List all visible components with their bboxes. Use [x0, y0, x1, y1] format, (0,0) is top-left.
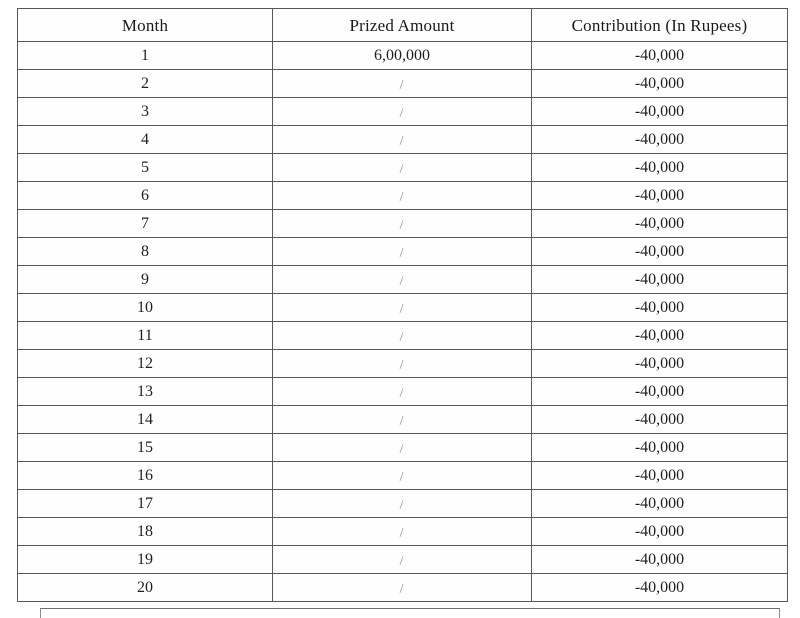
- ditto-mark-icon: ⁄: [398, 470, 405, 483]
- cell-month-value: 3: [141, 102, 149, 120]
- column-header-month-label: Month: [121, 15, 169, 35]
- table-row: [18, 490, 788, 518]
- cell-month: [18, 294, 273, 322]
- cell-contribution: [532, 490, 788, 518]
- cell-contribution-value: -40,000: [634, 214, 685, 232]
- ditto-mark-icon: ⁄: [398, 106, 405, 119]
- cell-month: [18, 350, 273, 378]
- cell-month: [18, 490, 273, 518]
- cell-contribution-value: -40,000: [634, 326, 685, 344]
- cell-contribution: [532, 406, 788, 434]
- cell-month: [18, 322, 273, 350]
- cell-prized-amount: [273, 462, 532, 490]
- cell-contribution-value: -40,000: [634, 578, 685, 596]
- ditto-mark-icon: ⁄: [398, 330, 405, 343]
- column-header-month: [18, 9, 273, 42]
- ditto-mark-icon: ⁄: [398, 134, 405, 147]
- cell-month: [18, 238, 273, 266]
- cell-contribution: [532, 518, 788, 546]
- cell-month-value: 18: [137, 522, 153, 540]
- cell-prized-amount: [273, 574, 532, 602]
- cell-month: [18, 434, 273, 462]
- cell-contribution: [532, 154, 788, 182]
- schedule-table: [17, 8, 788, 602]
- table-row: [18, 126, 788, 154]
- table-row: [18, 70, 788, 98]
- cell-month: [18, 70, 273, 98]
- table-row: [18, 98, 788, 126]
- cell-month-value: 1: [141, 46, 149, 64]
- cell-month-value: 12: [137, 354, 153, 372]
- cell-contribution-value: -40,000: [634, 522, 685, 540]
- cell-contribution: [532, 574, 788, 602]
- table-row: [18, 266, 788, 294]
- cell-month-value: 7: [141, 214, 149, 232]
- cell-contribution-value: -40,000: [634, 494, 685, 512]
- table-row: [18, 518, 788, 546]
- ditto-mark-icon: ⁄: [398, 526, 405, 539]
- table-row: [18, 574, 788, 602]
- cell-month: [18, 518, 273, 546]
- ditto-mark-icon: ⁄: [398, 162, 405, 175]
- cell-month-value: 4: [141, 130, 149, 148]
- cell-prized-amount: [273, 406, 532, 434]
- cell-contribution-value: -40,000: [634, 102, 685, 120]
- cell-month: [18, 406, 273, 434]
- cell-prized-amount: [273, 238, 532, 266]
- cell-prized-amount: [273, 182, 532, 210]
- ditto-mark-icon: ⁄: [398, 358, 405, 371]
- cell-month-value: 19: [137, 550, 153, 568]
- cell-prized-amount: [273, 154, 532, 182]
- cell-prized-amount: [273, 98, 532, 126]
- column-header-prized-amount: [273, 9, 532, 42]
- cell-contribution-value: -40,000: [634, 466, 685, 484]
- ditto-mark-icon: ⁄: [398, 218, 405, 231]
- cell-contribution: [532, 350, 788, 378]
- cell-prized-amount: [273, 490, 532, 518]
- cell-contribution-value: -40,000: [634, 158, 685, 176]
- cell-month-value: 8: [141, 242, 149, 260]
- cell-prized-amount: [273, 322, 532, 350]
- ditto-mark-icon: ⁄: [398, 190, 405, 203]
- cell-contribution: [532, 42, 788, 70]
- table-row: [18, 406, 788, 434]
- cell-month-value: 10: [137, 298, 153, 316]
- cell-contribution: [532, 462, 788, 490]
- cell-contribution-value: -40,000: [634, 410, 685, 428]
- cell-contribution: [532, 378, 788, 406]
- cell-month-value: 9: [141, 270, 149, 288]
- cell-prized-amount: [273, 434, 532, 462]
- column-header-prized-amount-label: Prized Amount: [349, 15, 455, 35]
- ditto-mark-icon: ⁄: [398, 498, 405, 511]
- cell-contribution-value: -40,000: [634, 354, 685, 372]
- cell-month-value: 16: [137, 466, 153, 484]
- cell-prized-amount: [273, 266, 532, 294]
- cell-month: [18, 126, 273, 154]
- table-row: [18, 294, 788, 322]
- table-row: [18, 322, 788, 350]
- cell-prized-amount: [273, 294, 532, 322]
- cell-contribution: [532, 322, 788, 350]
- cell-month: [18, 266, 273, 294]
- cell-month: [18, 182, 273, 210]
- cell-month-value: 13: [137, 382, 153, 400]
- cell-month-value: 14: [137, 410, 153, 428]
- next-table-top-edge: [40, 608, 780, 618]
- cell-prized-amount: [273, 378, 532, 406]
- cell-month: [18, 98, 273, 126]
- cell-contribution: [532, 238, 788, 266]
- table-row: [18, 42, 788, 70]
- column-header-contribution: [532, 9, 788, 42]
- cell-prized-amount: [273, 518, 532, 546]
- table-row: [18, 182, 788, 210]
- cell-month-value: 11: [137, 326, 153, 344]
- table-header: [18, 9, 788, 42]
- cell-prized-amount: [273, 546, 532, 574]
- cell-prized-amount: [273, 210, 532, 238]
- cell-month-value: 20: [137, 578, 153, 596]
- cell-contribution: [532, 546, 788, 574]
- column-header-contribution-label: Contribution (In Rupees): [571, 15, 748, 35]
- cell-contribution-value: -40,000: [634, 130, 685, 148]
- table-row: [18, 154, 788, 182]
- cell-prized-amount: [273, 126, 532, 154]
- cell-month-value: 15: [137, 438, 153, 456]
- cell-contribution: [532, 126, 788, 154]
- schedule-table-container: [17, 8, 787, 602]
- cell-contribution-value: -40,000: [634, 382, 685, 400]
- ditto-mark-icon: ⁄: [398, 442, 405, 455]
- table-row: [18, 462, 788, 490]
- cell-contribution: [532, 210, 788, 238]
- cell-month: [18, 154, 273, 182]
- ditto-mark-icon: ⁄: [398, 386, 405, 399]
- ditto-mark-icon: ⁄: [398, 246, 405, 259]
- cell-contribution: [532, 98, 788, 126]
- cell-contribution-value: -40,000: [634, 74, 685, 92]
- table-body: [18, 42, 788, 602]
- cell-month-value: 5: [141, 158, 149, 176]
- cell-month: [18, 42, 273, 70]
- cell-contribution-value: -40,000: [634, 550, 685, 568]
- table-row: [18, 434, 788, 462]
- cell-month: [18, 210, 273, 238]
- cell-prized-amount: [273, 350, 532, 378]
- table-row: [18, 238, 788, 266]
- cell-contribution-value: -40,000: [634, 186, 685, 204]
- table-row: [18, 350, 788, 378]
- ditto-mark-icon: ⁄: [398, 414, 405, 427]
- cell-contribution-value: -40,000: [634, 270, 685, 288]
- cell-contribution-value: -40,000: [634, 438, 685, 456]
- ditto-mark-icon: ⁄: [398, 582, 405, 595]
- cell-contribution: [532, 294, 788, 322]
- cell-contribution-value: -40,000: [634, 46, 685, 64]
- ditto-mark-icon: ⁄: [398, 274, 405, 287]
- table-header-row: [18, 9, 788, 42]
- cell-prized-amount-value: 6,00,000: [374, 46, 430, 64]
- cell-month-value: 17: [137, 494, 153, 512]
- ditto-mark-icon: ⁄: [398, 302, 405, 315]
- ditto-mark-icon: ⁄: [398, 78, 405, 91]
- cell-contribution-value: -40,000: [634, 242, 685, 260]
- cell-month: [18, 574, 273, 602]
- table-row: [18, 546, 788, 574]
- table-row: [18, 378, 788, 406]
- cell-contribution: [532, 434, 788, 462]
- cell-contribution: [532, 182, 788, 210]
- cell-contribution: [532, 70, 788, 98]
- cell-month: [18, 546, 273, 574]
- cell-month: [18, 378, 273, 406]
- cell-contribution: [532, 266, 788, 294]
- table-row: [18, 210, 788, 238]
- cell-month-value: 2: [141, 74, 149, 92]
- cell-month-value: 6: [141, 186, 149, 204]
- cell-contribution-value: -40,000: [634, 298, 685, 316]
- cell-prized-amount: [273, 42, 532, 70]
- ditto-mark-icon: ⁄: [398, 554, 405, 567]
- cell-month: [18, 462, 273, 490]
- cell-prized-amount: [273, 70, 532, 98]
